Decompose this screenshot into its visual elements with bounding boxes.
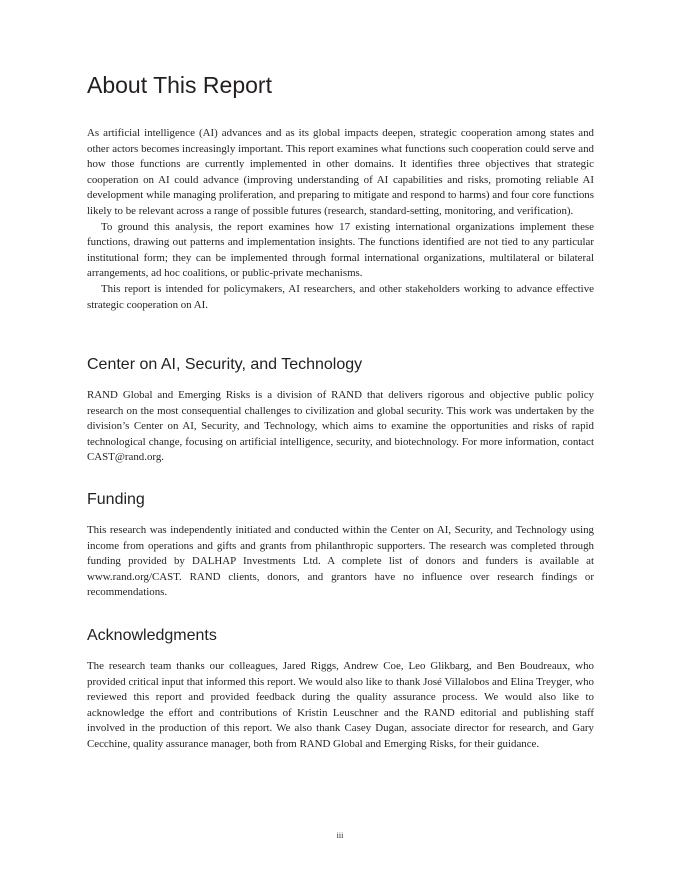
page-number: iii bbox=[336, 831, 344, 840]
acknowledgments-heading: Acknowledgments bbox=[87, 627, 217, 644]
acknowledgments-body: The research team thanks our colleagues, Jared Riggs, Andrew Coe, Leo Glikbarg, and Ben Boudreaux, who provided critical input that informed this report. We would also like to thank José Villalobos and Elina Treyger, who reviewed this report and provided feedback during the quality assurance process. We would also like to acknowledge the effort and contributions of Kristin Leuschner and the RAND editorial and publishing staff involved in the production of this report. We also thank Casey Dugan, associate director for research, and Gary Cecchine, quality assurance manager, both from RAND Global and Emerging Risks, for their guidance. bbox=[87, 660, 594, 750]
funding-heading: Funding bbox=[87, 491, 145, 508]
intro-paragraph-3: This report is intended for policymakers, AI researchers, and other stakeholders working to advance effective strategic cooperation on AI. bbox=[87, 282, 594, 311]
intro-paragraph-1: As artificial intelligence (AI) advances and as its global impacts deepen, strategic cooperation among states and other actors becomes increasingly important. This report examines what functions such cooperation could serve and how those functions are currently implemented in other domains. It identifies three objectives that strategic cooperation on AI could advance (improving understanding of AI capabilities and risks, promoting reliable AI development while managing proliferation, and preparing to mitigate and respond to harms) and four core functions likely to be relevant across a range of possible futures (research, standard-setting, monitoring, and verification). bbox=[87, 127, 594, 217]
cast-body: RAND Global and Emerging Risks is a division of RAND that delivers rigorous and objective public policy research on the most consequential challenges to civilization and global security. This work was undertaken by the division’s Center on AI, Security, and Technology, which aims to examine the opportunities and risks of rapid technological change, focusing on artificial intelligence, security, and biotechnology. For more information, contact CAST@rand.org. bbox=[87, 389, 594, 464]
acknowledgments-section bbox=[87, 627, 594, 753]
cast-section bbox=[87, 356, 594, 466]
intro-section bbox=[87, 126, 594, 313]
intro-paragraph-2: To ground this analysis, the report examines how 17 existing international organizations implement these functions, drawing out patterns and implementation insights. The functions identified are not tied to any particular institutional form; they can be implemented through formal international organizations, multilateral or bilateral arrangements, ad hoc coalitions, or public-private mechanisms. bbox=[87, 220, 594, 280]
cast-heading: Center on AI, Security, and Technology bbox=[87, 356, 363, 373]
funding-section bbox=[87, 491, 594, 601]
funding-body: This research was independently initiated and conducted within the Center on AI, Security, and Technology using income from operations and gifts and grants from philanthropic supporters. The research was completed through funding provided by DALHAP Investments Ltd. A complete list of donors and funders is available at www.rand.org/CAST. RAND clients, donors, and grantors have no influence over research findings or recommendations. bbox=[87, 524, 594, 599]
page-title: About This Report bbox=[87, 72, 272, 98]
